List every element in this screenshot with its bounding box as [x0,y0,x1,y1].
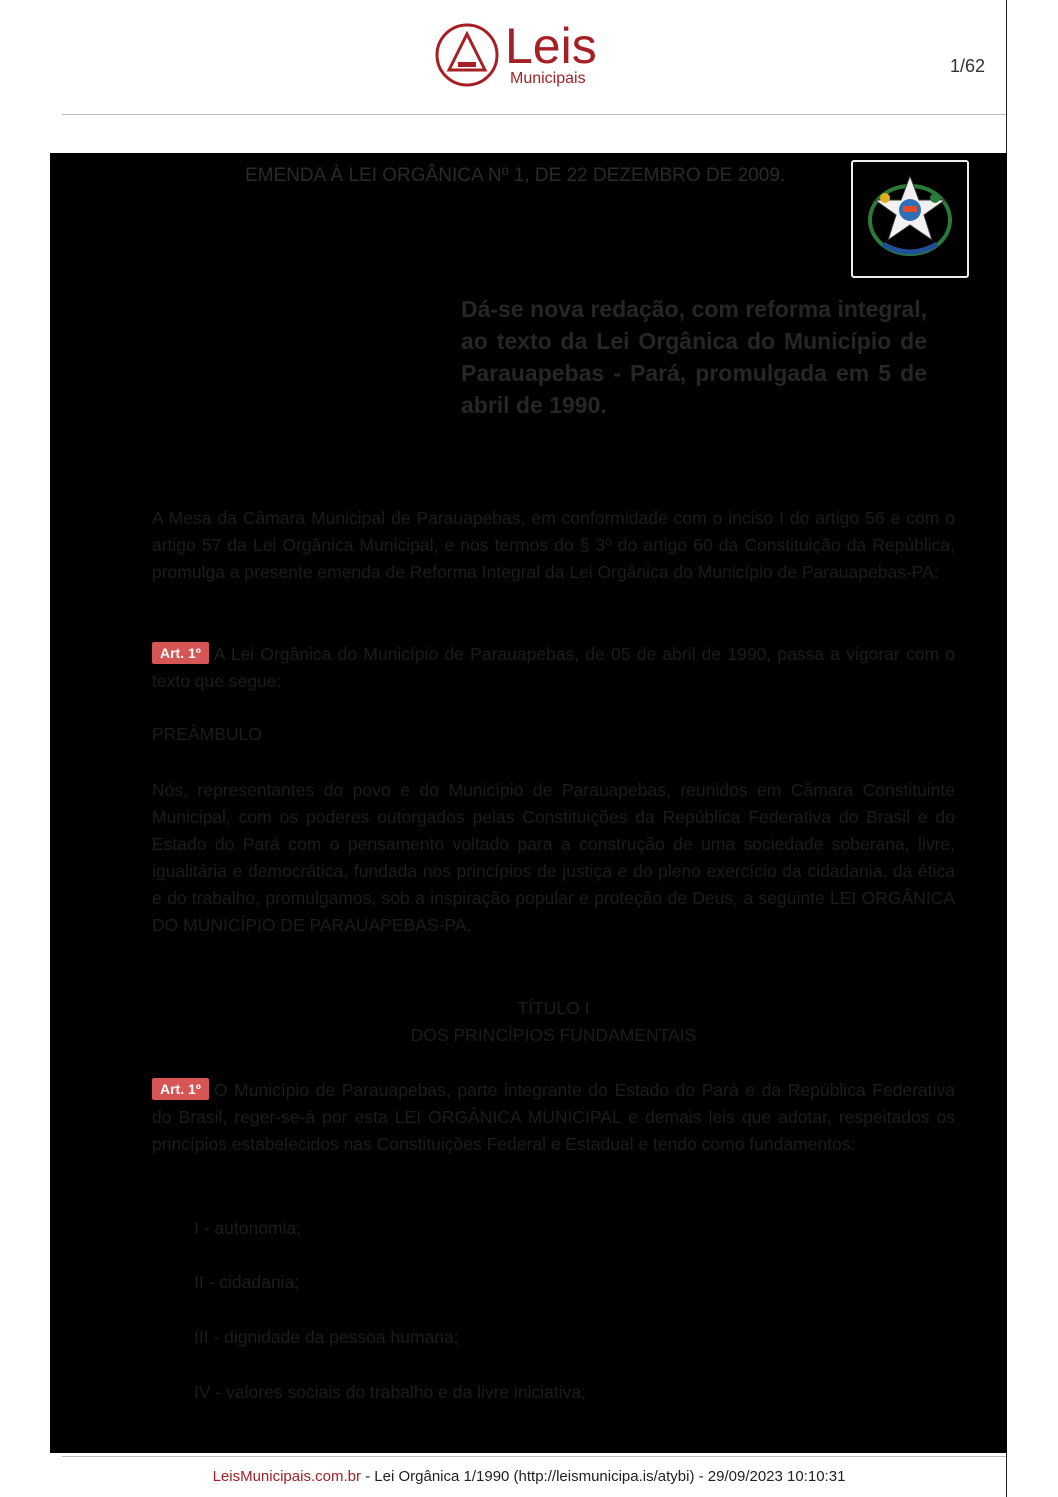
preambulo-paragraph: Nós, representantes do povo e do Município de Parauapebas, reunidos em Câmara Constituinte Municipal, com os poderes outorgados pelas Constituições da República Federativa do Brasil e do Estado do Pará com o pensamento voltado para a construção de uma sociedade soberana, livre, igualitária e democrática, fundada nos princípios de justiça e do pleno exercício da cidadania, da ética e do trabalho, promulgamos, sob a inspiração popular e proteção de Deus, a seguinte LEI ORGÂNICA DO MUNICÍPIO DE PARAUAPEBAS-PA. [152,780,955,935]
page-footer [0,1468,1058,1485]
document-title: EMENDA À LEI ORGÂNICA Nº 1, DE 22 DEZEMBRO DE 2009. [245,165,786,186]
header-divider [62,114,1006,115]
footer-divider [62,1456,1006,1457]
document-content [50,153,1007,1453]
article-badge[interactable]: Art. 1º [152,642,209,664]
article-1 [152,641,955,695]
footer-citation: - Lei Orgânica 1/1990 (http://leismunicipa.is/atybi) - [360,1468,708,1485]
list-item: II - cidadania; [194,1272,300,1292]
article-1-principles [152,1077,955,1158]
list-item: IV - valores sociais do trabalho e da livre iniciativa; [194,1382,586,1402]
intro-paragraph: A Mesa da Câmara Municipal de Parauapebas, em conformidade com o inciso I do artigo 56 e com o artigo 57 da Lei Orgânica Municipal, e nos termos do § 3º do artigo 60 da Constituição da República, promulga a presente emenda de Reforma Integral da Lei Orgânica do Município de Parauapebas-PA: [152,508,955,582]
article-text: O Município de Parauapebas, parte integrante do Estado do Pará e da República Federativa do Brasil, reger-se-á por esta LEI ORGÂNICA MUNICIPAL e demais leis que adotar, respeitados os princípios estabelecidos nas Constituições Federal e Estadual e tendo como fundamentos: [152,1080,955,1154]
article-text: A Lei Orgânica do Município de Parauapebas, de 05 de abril de 1990, passa a vigorar com o texto que segue: [152,644,955,691]
list-item: I - autonomia; [194,1218,301,1238]
titulo-name: DOS PRINCÍPIOS FUNDAMENTAIS [410,1025,697,1045]
page-number: 1/62 [950,56,986,76]
footer-site-link[interactable]: LeisMunicipais.com.br [212,1468,361,1485]
leis-municipais-logo[interactable] [434,18,604,92]
logo-wordmark: Leis [505,18,597,74]
coat-of-arms-icon [863,170,957,264]
logo-subtitle: Municipais [510,70,586,87]
list-item: III - dignidade da pessoa humana; [194,1327,459,1347]
titulo-number: TÍTULO I [517,998,590,1018]
municipal-emblem [851,160,969,278]
preambulo-heading: PREÂMBULO [152,724,262,744]
article-badge[interactable]: Art. 1º [152,1078,209,1100]
logo-triangle-icon [434,22,500,88]
ementa: Dá-se nova redação, com reforma integral, ao texto da Lei Orgânica do Município de Parauapebas - Pará, promulgada em 5 de abril de 1990. [461,296,927,418]
footer-timestamp: 29/09/2023 10:10:31 [707,1468,846,1485]
